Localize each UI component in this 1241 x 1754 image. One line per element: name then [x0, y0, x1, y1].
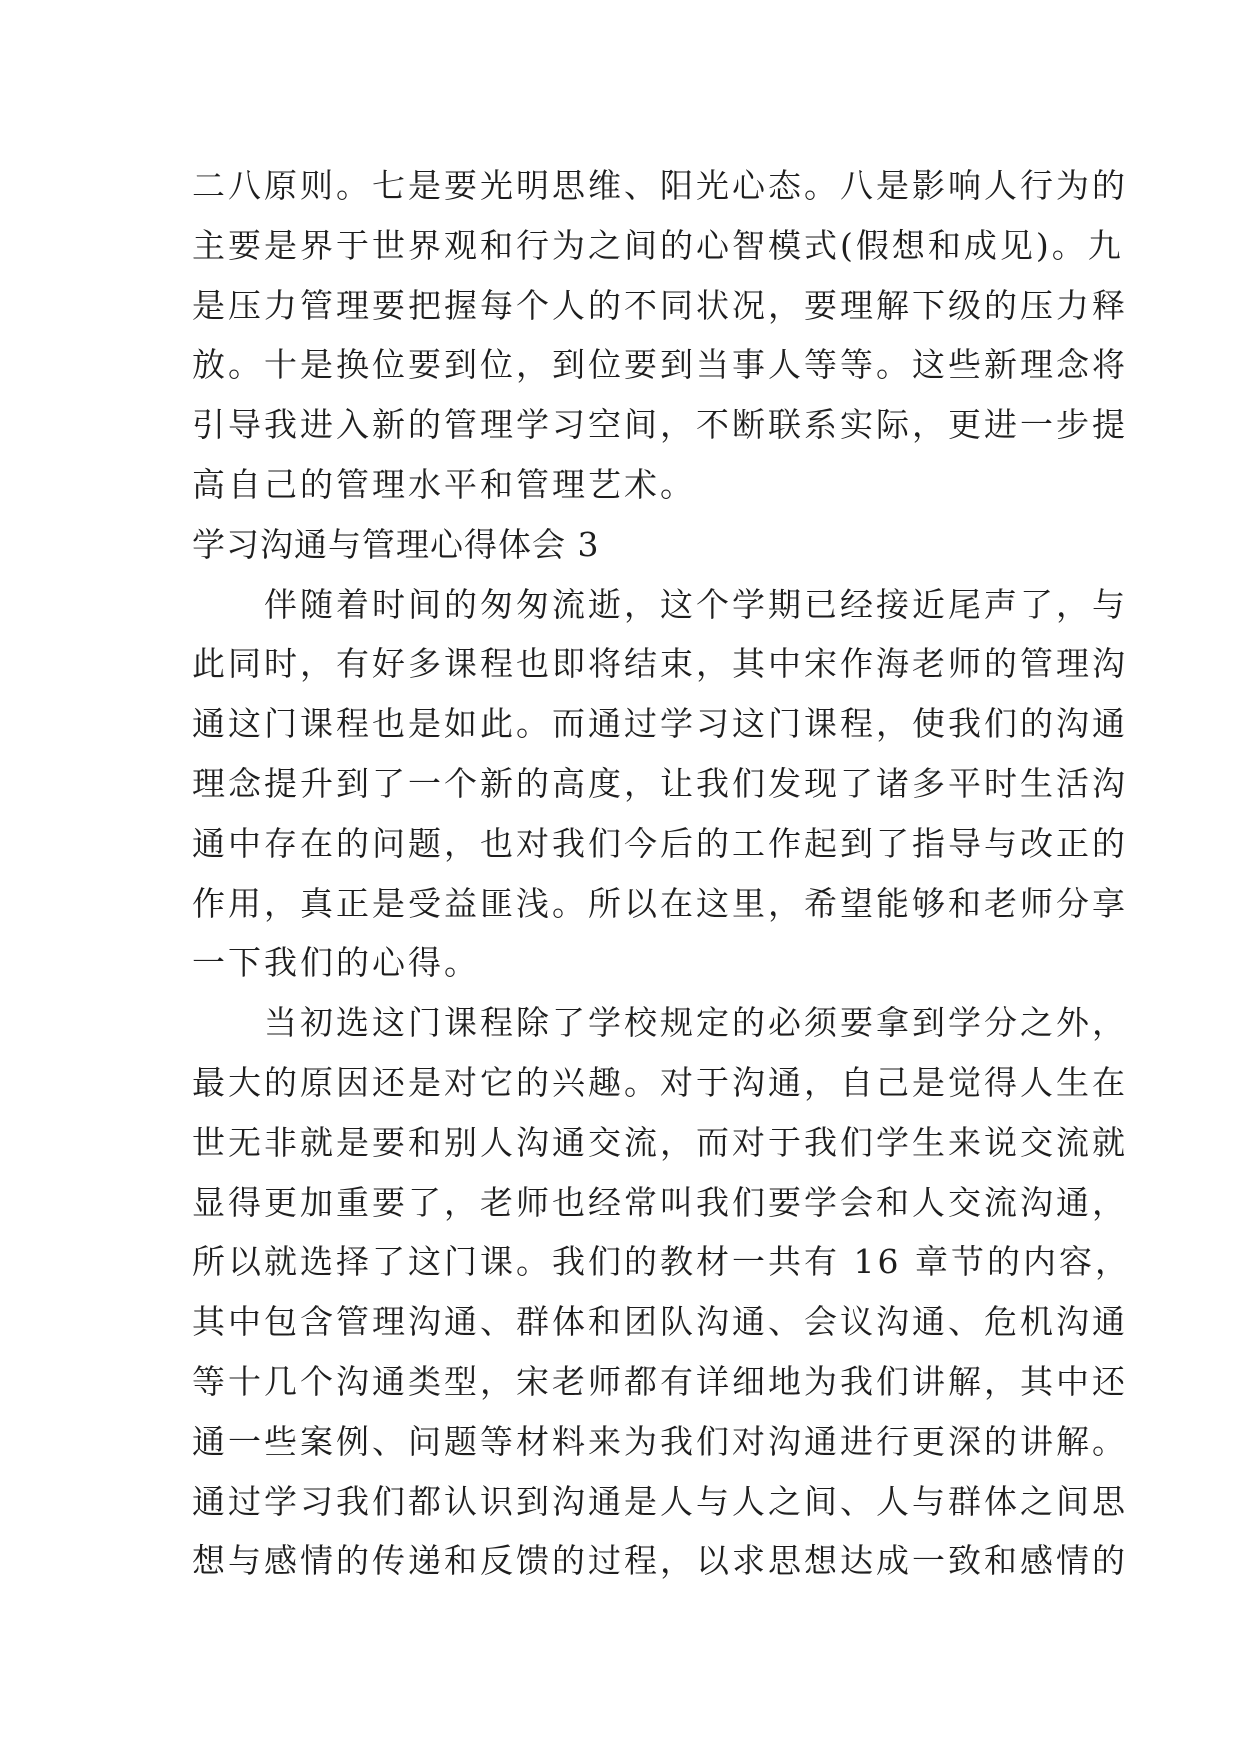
text-line: 主要是界于世界观和行为之间的心智模式(假想和成见)。九 — [192, 225, 1124, 265]
text-line: 其中包含管理沟通、群体和团队沟通、会议沟通、危机沟通 — [192, 1302, 1128, 1342]
text-line: 此同时，有好多课程也即将结束，其中宋作海老师的管理沟 — [192, 644, 1128, 684]
text-line: 世无非就是要和别人沟通交流，而对于我们学生来说交流就 — [192, 1122, 1128, 1162]
text-line: 想与感情的传递和反馈的过程，以求思想达成一致和感情的 — [192, 1541, 1128, 1581]
text-line: 理念提升到了一个新的高度，让我们发现了诸多平时生活沟 — [192, 763, 1128, 803]
text-line: 一下我们的心得。 — [192, 943, 480, 983]
text-line: 所以就选择了这门课。我们的教材一共有 16 章节的内容， — [192, 1242, 1131, 1282]
paragraph-2 — [192, 575, 1128, 994]
text-line: 通中存在的问题，也对我们今后的工作起到了指导与改正的 — [192, 823, 1128, 863]
text-line: 引导我进入新的管理学习空间，不断联系实际，更进一步提 — [192, 405, 1128, 445]
text-line: 显得更加重要了，老师也经常叫我们要学会和人交流沟通， — [192, 1182, 1128, 1222]
text-line: 放。十是换位要到位，到位要到当事人等等。这些新理念将 — [192, 345, 1128, 385]
text-line: 等十几个沟通类型，宋老师都有详细地为我们讲解，其中还 — [192, 1361, 1128, 1401]
section-title: 学习沟通与管理心得体会 3 — [192, 524, 600, 564]
text-line: 通这门课程也是如此。而通过学习这门课程，使我们的沟通 — [192, 704, 1128, 744]
text-line: 伴随着时间的匆匆流逝，这个学期已经接近尾声了，与 — [192, 584, 1128, 624]
text-line: 最大的原因还是对它的兴趣。对于沟通，自己是觉得人生在 — [192, 1062, 1128, 1102]
document-body — [192, 156, 1131, 1591]
text-line: 二八原则。七是要光明思维、阳光心态。八是影响人行为的 — [192, 166, 1128, 205]
text-line: 高自己的管理水平和管理艺术。 — [192, 464, 696, 504]
text-line: 通过学习我们都认识到沟通是人与人之间、人与群体之间思 — [192, 1481, 1128, 1521]
text-line: 是压力管理要把握每个人的不同状况，要理解下级的压力释 — [192, 285, 1128, 325]
paragraph-3 — [192, 993, 1131, 1591]
text-line: 通一些案例、问题等材料来为我们对沟通进行更深的讲解。 — [192, 1421, 1128, 1461]
text-line: 作用，真正是受益匪浅。所以在这里，希望能够和老师分享 — [192, 883, 1128, 923]
paragraph-1 — [192, 156, 1128, 515]
text-line: 当初选这门课程除了学校规定的必须要拿到学分之外， — [192, 1003, 1128, 1043]
